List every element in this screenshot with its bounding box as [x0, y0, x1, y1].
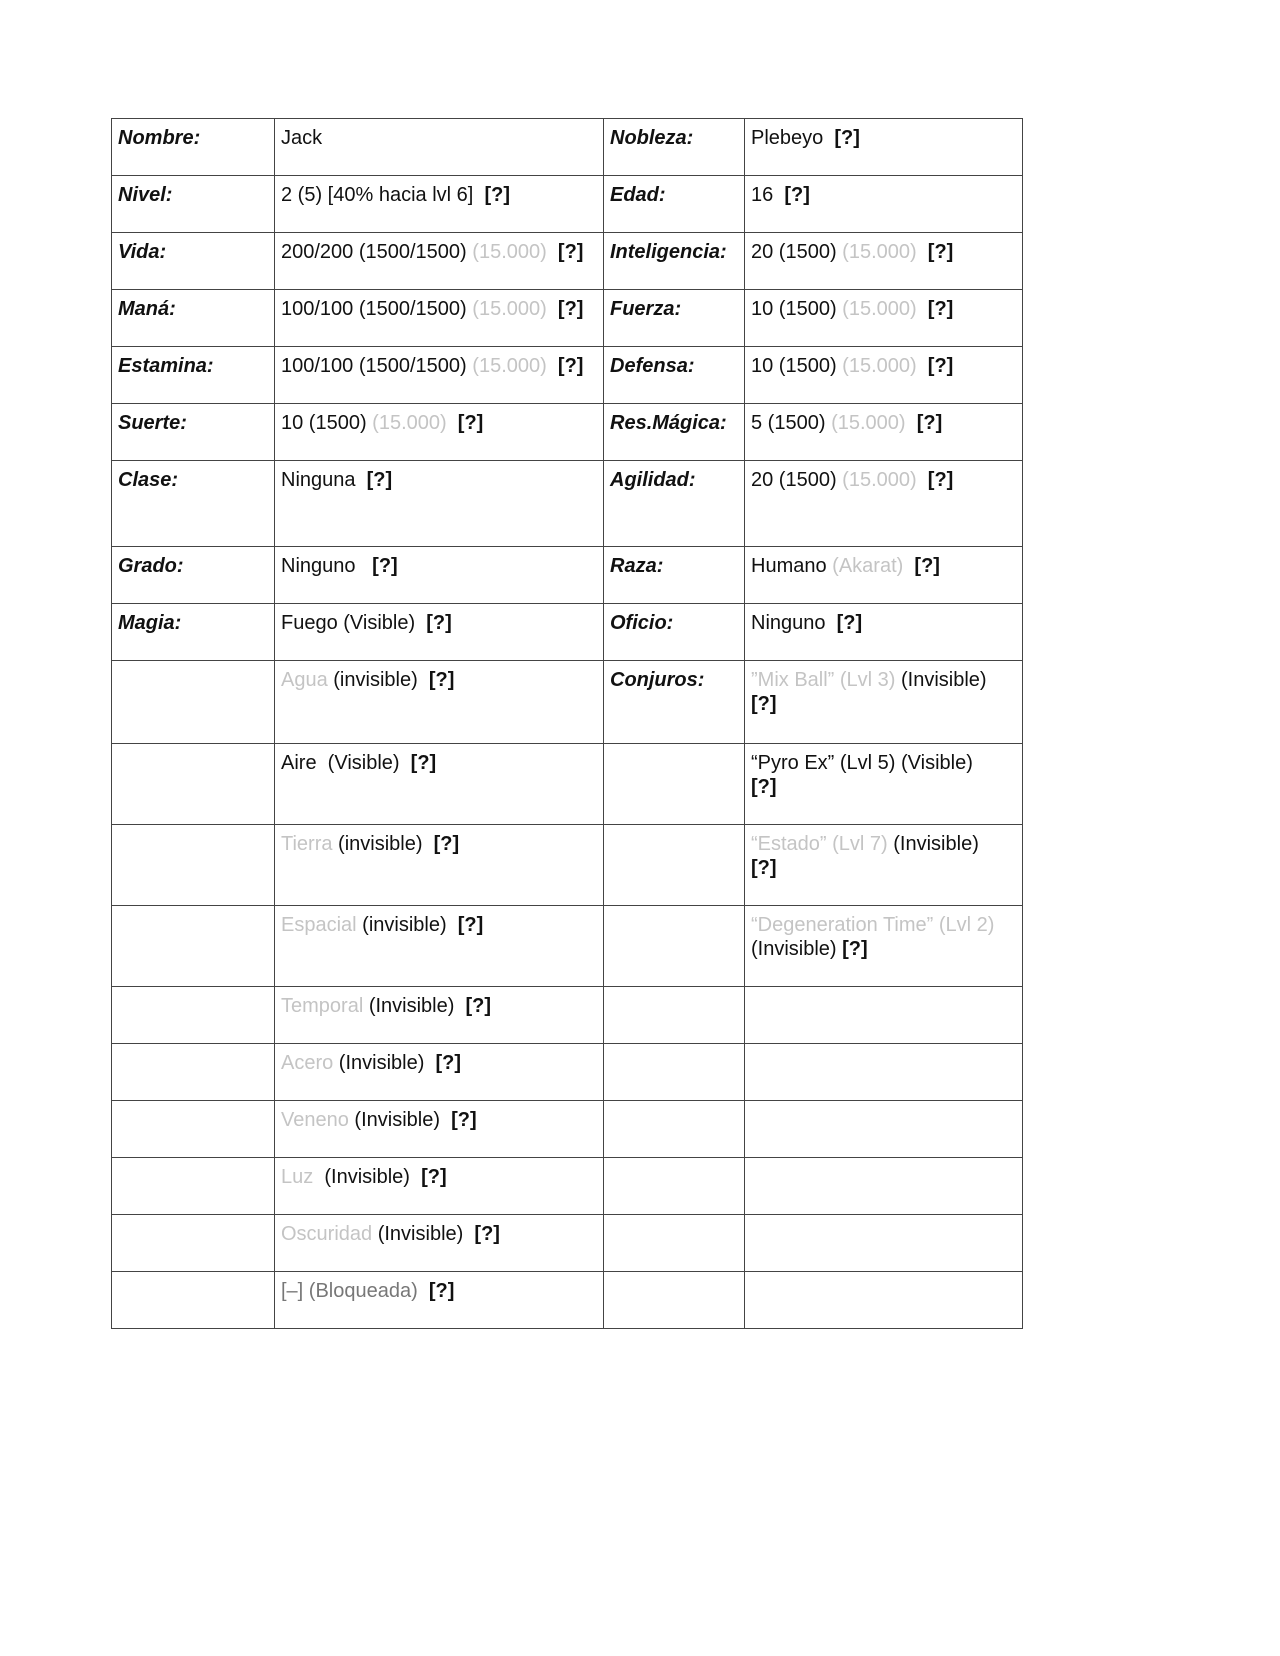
- field-value: [745, 661, 1023, 744]
- value-text: (Invisible): [348, 1109, 452, 1131]
- value-text: [906, 412, 917, 434]
- info-link[interactable]: [?]: [433, 833, 460, 855]
- field-value: [745, 604, 1023, 661]
- info-link[interactable]: [?]: [428, 669, 455, 691]
- field-label: Conjuros:: [604, 661, 745, 744]
- value-text: (15.000): [842, 355, 917, 377]
- info-link[interactable]: [?]: [557, 298, 584, 320]
- value-text: [903, 555, 914, 577]
- value-text: Aire (Visible): [281, 752, 411, 774]
- info-link[interactable]: [?]: [557, 355, 584, 377]
- field-value: [745, 1272, 1023, 1329]
- field-label: Grado:: [112, 547, 275, 604]
- value-text: (15.000): [842, 241, 917, 263]
- sheet-row: [112, 1044, 1023, 1101]
- info-link[interactable]: [?]: [751, 693, 777, 715]
- field-label: Nombre:: [112, 119, 275, 176]
- field-label: [604, 906, 745, 987]
- value-text: [917, 355, 928, 377]
- info-link[interactable]: [?]: [484, 184, 510, 206]
- info-link[interactable]: [?]: [435, 1052, 462, 1074]
- field-value: [275, 547, 604, 604]
- field-value: [745, 176, 1023, 233]
- field-label: Nobleza:: [604, 119, 745, 176]
- value-text: 2 (5) [40% hacia lvl 6]: [281, 184, 485, 206]
- value-text: (Invisible): [887, 833, 979, 855]
- value-text: Humano: [751, 555, 833, 577]
- info-link[interactable]: [?]: [457, 412, 484, 434]
- value-text: [447, 412, 458, 434]
- value-text: (Akarat): [832, 555, 904, 577]
- value-text: (invisible): [356, 914, 458, 936]
- value-text: “Pyro Ex” (Lvl 5) (Visible): [751, 752, 973, 774]
- field-value: [745, 404, 1023, 461]
- field-value: [745, 233, 1023, 290]
- sheet-row: [112, 744, 1023, 825]
- info-link[interactable]: [?]: [927, 469, 954, 491]
- value-text: Ninguno: [281, 555, 373, 577]
- value-text: (15.000): [472, 355, 547, 377]
- info-link[interactable]: [?]: [927, 355, 954, 377]
- field-label: Clase:: [112, 461, 275, 547]
- info-link[interactable]: [?]: [927, 298, 954, 320]
- field-value: [745, 744, 1023, 825]
- field-value: [275, 1158, 604, 1215]
- sheet-row: [112, 119, 1023, 176]
- field-label: [112, 1215, 275, 1272]
- value-text: [547, 355, 558, 377]
- value-text: Ninguna: [281, 469, 367, 491]
- value-text: ”Mix Ball” (Lvl 3): [751, 669, 896, 691]
- value-text: (invisible): [332, 833, 434, 855]
- field-label: Fuerza:: [604, 290, 745, 347]
- value-text: Espacial: [281, 914, 357, 936]
- field-label: Raza:: [604, 547, 745, 604]
- info-link[interactable]: [?]: [451, 1109, 477, 1131]
- field-label: Vida:: [112, 233, 275, 290]
- field-label: Agilidad:: [604, 461, 745, 547]
- value-text: 200/200 (1500/1500): [281, 241, 473, 263]
- field-value: [745, 1101, 1023, 1158]
- field-label: [112, 1044, 275, 1101]
- field-label: Inteligencia:: [604, 233, 745, 290]
- info-link[interactable]: [?]: [842, 938, 868, 960]
- value-text: Ninguno: [751, 612, 837, 634]
- character-sheet-body: [112, 119, 1023, 1329]
- field-label: [112, 661, 275, 744]
- sheet-row: [112, 290, 1023, 347]
- value-text: “Degeneration Time” (Lvl 2): [751, 914, 995, 936]
- field-value: [745, 987, 1023, 1044]
- field-label: [604, 744, 745, 825]
- info-link[interactable]: [?]: [410, 752, 437, 774]
- field-label: [112, 987, 275, 1044]
- sheet-row: [112, 1101, 1023, 1158]
- sheet-row: [112, 176, 1023, 233]
- value-text: Agua: [281, 669, 328, 691]
- field-label: Magia:: [112, 604, 275, 661]
- sheet-row: [112, 1215, 1023, 1272]
- field-value: [275, 290, 604, 347]
- value-text: Tierra: [281, 833, 333, 855]
- value-text: [547, 298, 558, 320]
- field-label: [604, 1158, 745, 1215]
- field-label: [112, 1158, 275, 1215]
- value-text: (15.000): [472, 241, 547, 263]
- field-value: [275, 987, 604, 1044]
- field-label: Nivel:: [112, 176, 275, 233]
- field-label: Estamina:: [112, 347, 275, 404]
- info-link[interactable]: [?]: [751, 776, 777, 798]
- info-link[interactable]: [?]: [457, 914, 484, 936]
- field-label: Res.Mágica:: [604, 404, 745, 461]
- field-value: [745, 906, 1023, 987]
- value-text: 5 (1500): [751, 412, 832, 434]
- sheet-row: [112, 825, 1023, 906]
- field-label: [604, 1044, 745, 1101]
- field-label: Maná:: [112, 290, 275, 347]
- value-text: [917, 469, 928, 491]
- info-link[interactable]: [?]: [751, 857, 777, 879]
- field-label: [112, 1272, 275, 1329]
- value-text: [–] (Bloqueada): [281, 1280, 429, 1302]
- value-text: 20 (1500): [751, 241, 843, 263]
- field-value: [275, 1215, 604, 1272]
- field-label: Edad:: [604, 176, 745, 233]
- sheet-row: [112, 906, 1023, 987]
- field-label: Suerte:: [112, 404, 275, 461]
- sheet-row: [112, 347, 1023, 404]
- value-text: (Invisible): [895, 669, 987, 691]
- field-value: [275, 906, 604, 987]
- field-value: [275, 604, 604, 661]
- field-value: [275, 744, 604, 825]
- field-label: [112, 906, 275, 987]
- value-text: (Invisible): [751, 938, 843, 960]
- sheet-row: [112, 604, 1023, 661]
- info-link[interactable]: [?]: [916, 412, 943, 434]
- field-value: [275, 176, 604, 233]
- sheet-row: [112, 461, 1023, 547]
- field-label: Oficio:: [604, 604, 745, 661]
- value-text: (Invisible): [372, 1223, 475, 1245]
- info-link[interactable]: [?]: [784, 184, 810, 206]
- field-value: [275, 404, 604, 461]
- value-text: Jack: [281, 127, 323, 149]
- value-text: Acero: [281, 1052, 334, 1074]
- field-value: [275, 1044, 604, 1101]
- value-text: 10 (1500): [751, 298, 843, 320]
- field-value: [275, 347, 604, 404]
- sheet-row: [112, 1158, 1023, 1215]
- field-value: [275, 233, 604, 290]
- field-label: [604, 1272, 745, 1329]
- info-link[interactable]: [?]: [836, 612, 863, 634]
- value-text: (invisible): [327, 669, 429, 691]
- field-value: [275, 461, 604, 547]
- field-value: [745, 1044, 1023, 1101]
- info-link[interactable]: [?]: [465, 995, 492, 1017]
- info-link[interactable]: [?]: [421, 1166, 447, 1188]
- field-value: [745, 547, 1023, 604]
- field-label: [604, 1215, 745, 1272]
- value-text: (15.000): [842, 298, 917, 320]
- value-text: [917, 298, 928, 320]
- info-link[interactable]: [?]: [428, 1280, 455, 1302]
- field-value: [745, 1158, 1023, 1215]
- field-value: [745, 1215, 1023, 1272]
- info-link[interactable]: [?]: [366, 469, 393, 491]
- value-text: Temporal: [281, 995, 364, 1017]
- field-label: Defensa:: [604, 347, 745, 404]
- value-text: 16: [751, 184, 785, 206]
- value-text: “Estado” (Lvl 7): [751, 833, 888, 855]
- sheet-row: [112, 233, 1023, 290]
- info-link[interactable]: [?]: [914, 555, 940, 577]
- info-link[interactable]: [?]: [474, 1223, 500, 1245]
- value-text: Veneno: [281, 1109, 349, 1131]
- value-text: Luz: [281, 1166, 314, 1188]
- value-text: (15.000): [372, 412, 447, 434]
- value-text: 10 (1500): [281, 412, 373, 434]
- character-sheet-table: [111, 118, 1023, 1329]
- value-text: Plebeyo: [751, 127, 835, 149]
- sheet-row: [112, 547, 1023, 604]
- value-text: Fuego (Visible): [281, 612, 427, 634]
- field-value: [275, 661, 604, 744]
- sheet-row: [112, 404, 1023, 461]
- field-value: [745, 119, 1023, 176]
- value-text: 100/100 (1500/1500): [281, 298, 473, 320]
- field-label: [604, 825, 745, 906]
- sheet-row: [112, 1272, 1023, 1329]
- field-value: [275, 119, 604, 176]
- sheet-row: [112, 987, 1023, 1044]
- field-label: [112, 744, 275, 825]
- sheet-row: [112, 661, 1023, 744]
- value-text: (15.000): [831, 412, 906, 434]
- value-text: [547, 241, 558, 263]
- info-link[interactable]: [?]: [927, 241, 954, 263]
- value-text: [917, 241, 928, 263]
- value-text: 100/100 (1500/1500): [281, 355, 473, 377]
- value-text: (15.000): [842, 469, 917, 491]
- field-value: [745, 290, 1023, 347]
- field-label: [112, 1101, 275, 1158]
- info-link[interactable]: [?]: [426, 612, 452, 634]
- info-link[interactable]: [?]: [557, 241, 584, 263]
- value-text: (Invisible): [333, 1052, 436, 1074]
- value-text: Oscuridad: [281, 1223, 373, 1245]
- value-text: (Invisible): [313, 1166, 422, 1188]
- field-value: [275, 825, 604, 906]
- info-link[interactable]: [?]: [834, 127, 860, 149]
- field-label: [112, 825, 275, 906]
- value-text: 10 (1500): [751, 355, 843, 377]
- field-value: [275, 1272, 604, 1329]
- field-value: [275, 1101, 604, 1158]
- value-text: (15.000): [472, 298, 547, 320]
- field-label: [604, 1101, 745, 1158]
- value-text: 20 (1500): [751, 469, 843, 491]
- field-value: [745, 347, 1023, 404]
- value-text: (Invisible): [363, 995, 466, 1017]
- field-label: [604, 987, 745, 1044]
- field-value: [745, 825, 1023, 906]
- info-link[interactable]: [?]: [372, 555, 398, 577]
- field-value: [745, 461, 1023, 547]
